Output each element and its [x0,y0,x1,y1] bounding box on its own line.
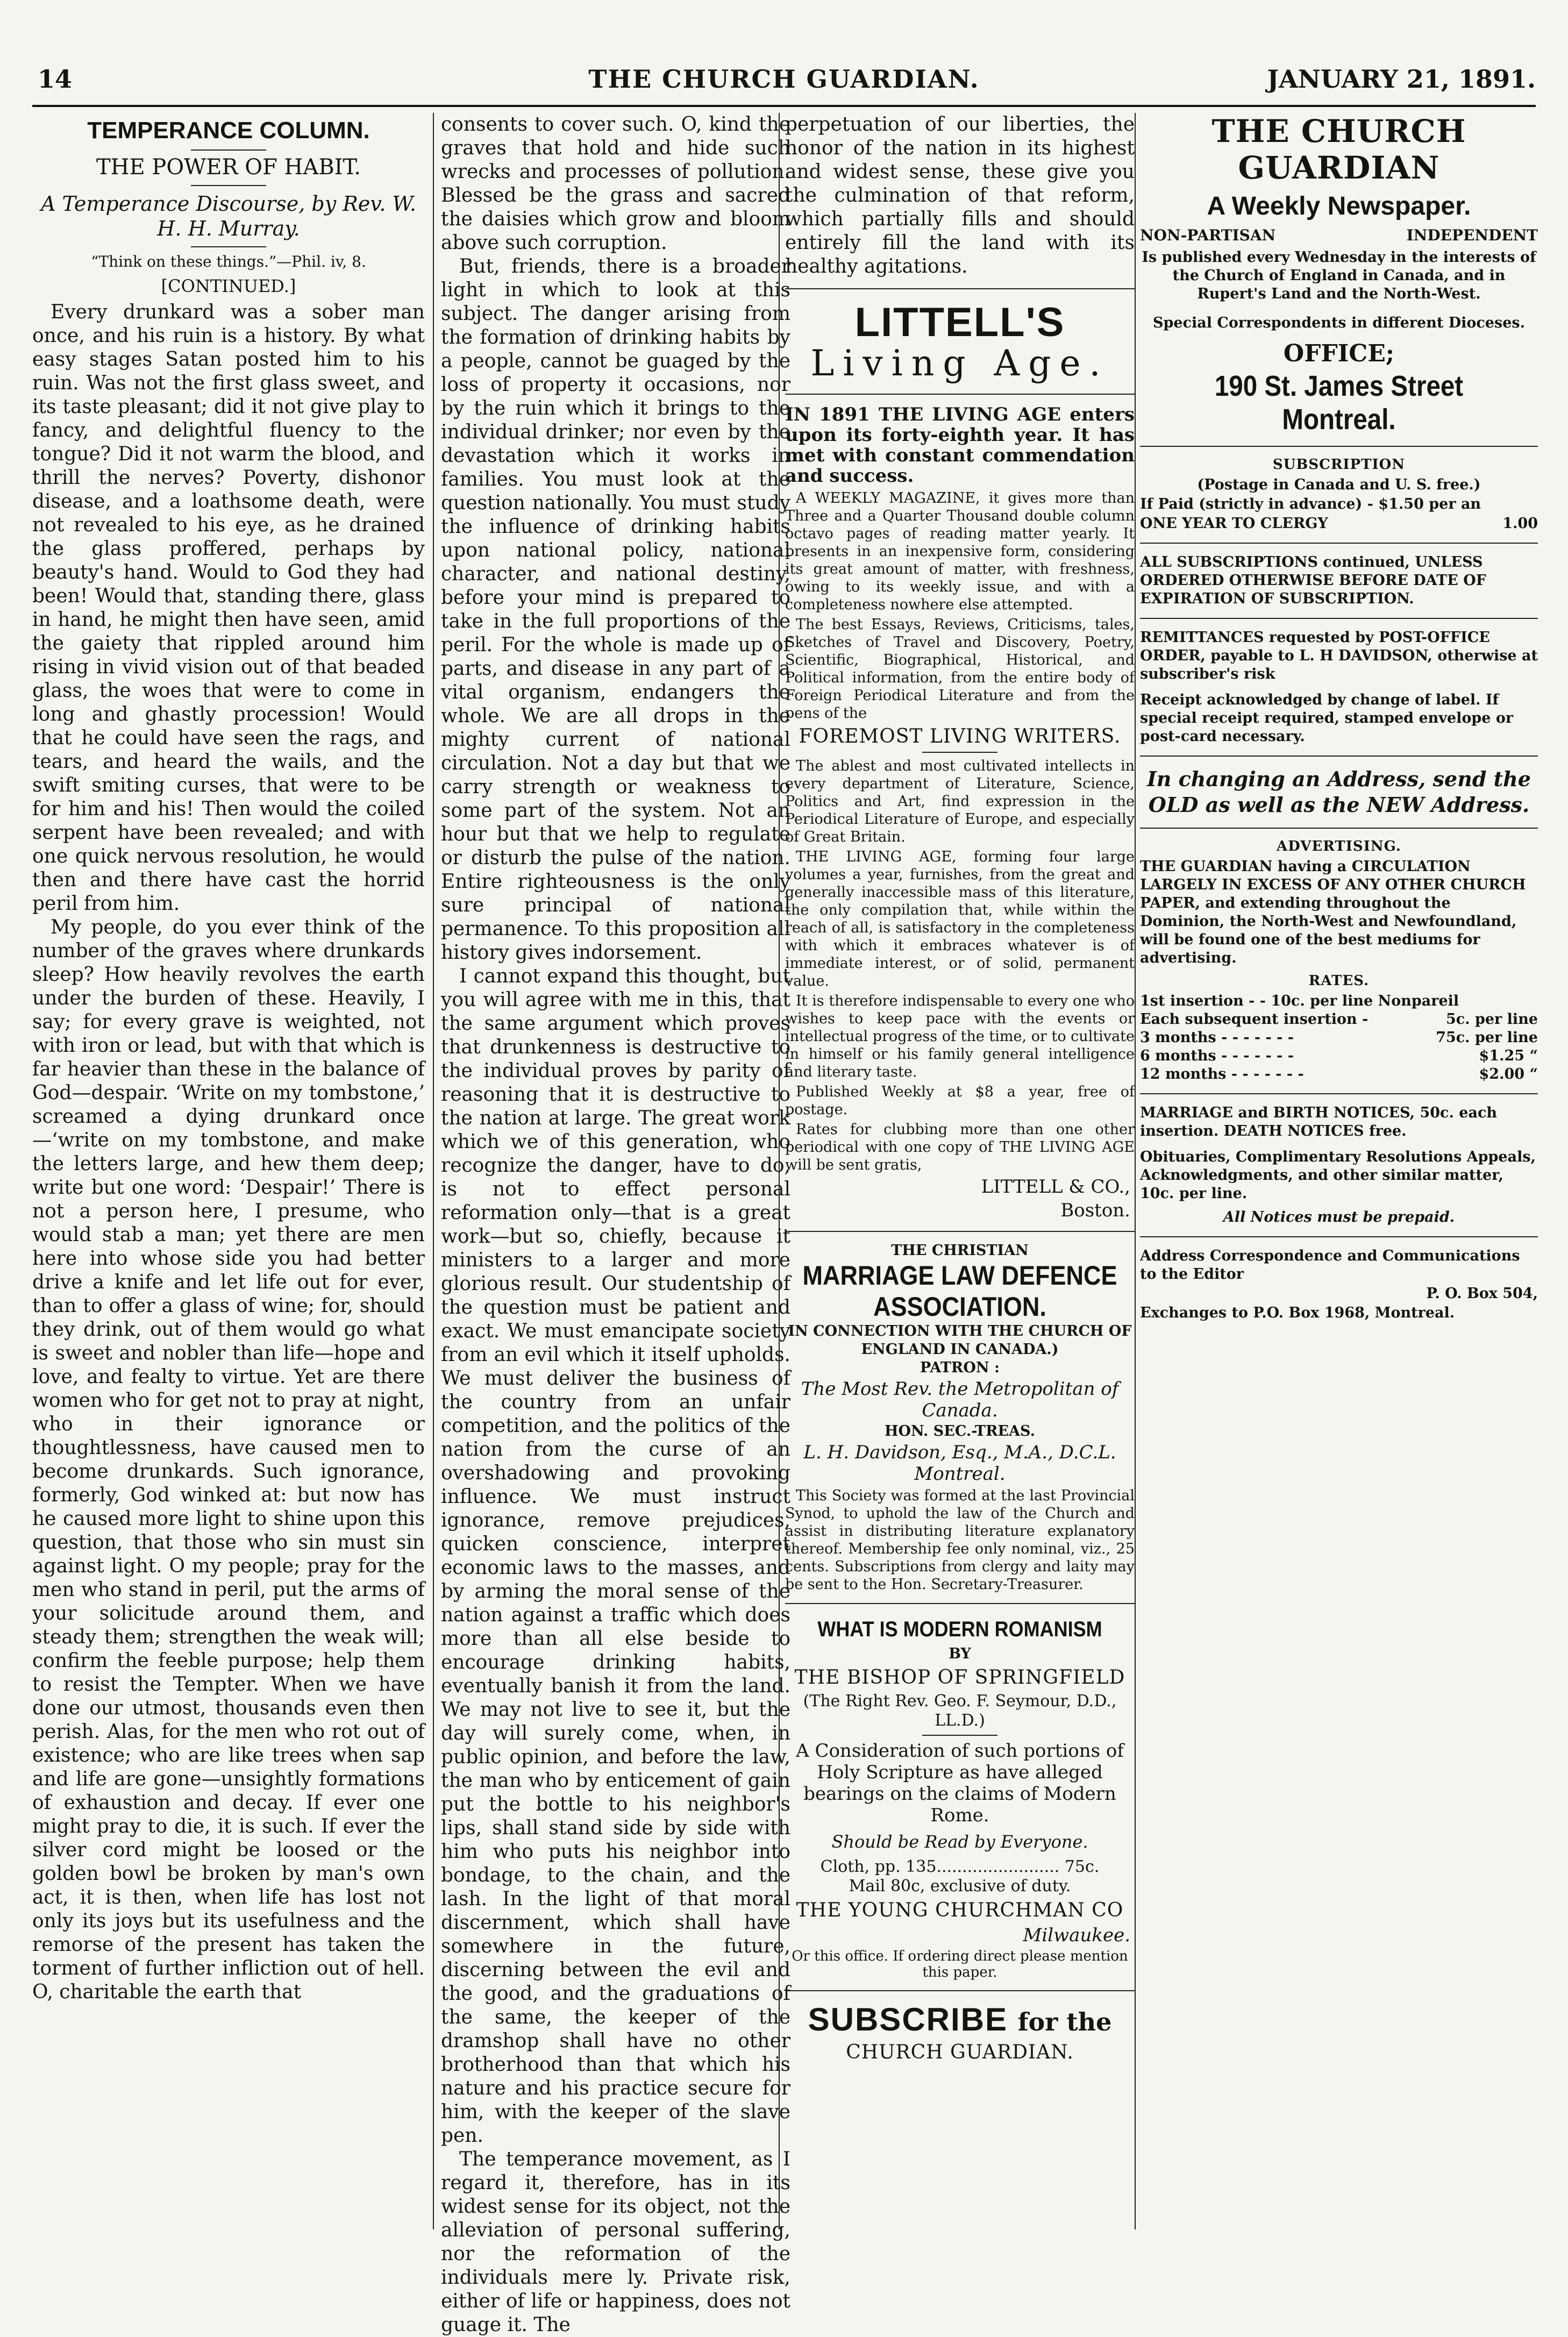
clergy-rate-label: ONE YEAR TO CLERGY [1140,515,1328,532]
advertising-heading: ADVERTISING. [1277,838,1401,854]
prepaid-note: All Notices must be prepaid. [1223,1209,1455,1226]
littell-text: Rates for clubbing more than one other periodical with one copy of THE LIVING AGE will be sent gratis, [785,1121,1135,1173]
address-note: Address Correspondence and Communications to the Editor [1140,1248,1520,1282]
paid-rate: If Paid (strictly in advance) - $1.50 per an [1140,496,1481,512]
romanism-recommendation: Should be Read by Everyone. [831,1832,1088,1852]
patron-name: The Most Rev. the Metropolitan of Canada. [801,1378,1119,1421]
article-paragraph: consents to cover such. O, kind the graves that hold and hide such wrecks and processes of pollution. Blessed be the grass and sacred the daisies which grow and bloom above such corruption. [441,113,790,254]
office-address: 190 St. James Street Montreal. [1214,370,1464,436]
page-number: 14 [38,65,73,94]
littell-foremost: FOREMOST LIVING WRITERS. [799,725,1121,747]
romanism-description: A Consideration of such portions of Holy Scripture as have alleged bearings on the claims of Modern Rome. [796,1740,1124,1826]
article-title: THE POWER OF HABIT. [96,155,361,180]
rate-price: 75c. per line [1436,1029,1538,1046]
romanism-publisher: THE YOUNG CHURCHMAN CO [796,1899,1124,1921]
divider [191,185,266,186]
romanism-title: WHAT IS MODERN ROMANISM [817,1618,1102,1641]
secretary-name: L. H. Davidson, Esq., M.A., D.C.L. Montreal. [803,1442,1116,1485]
littell-publisher: LITTELL & CO., [981,1176,1130,1198]
continued-note: ALL SUBSCRIPTIONS continued, UNLESS ORDERED OTHERWISE BEFORE DATE OF EXPIRATION OF SUBSCRIPTION. [1140,554,1486,607]
romanism-city: Milwaukee. [1023,1925,1130,1946]
subscription-heading: SUBSCRIPTION [1272,457,1406,473]
rate-label: 3 months - - - - - - - [1140,1029,1294,1046]
rate-label: Each subsequent insertion - [1140,1011,1369,1028]
romanism-order: Or this office. If ordering direct please mention this paper. [792,1948,1128,1980]
rate-label: 6 months - - - - - - - [1140,1048,1294,1064]
rates-table [1140,992,1538,1084]
column-temperance [32,113,425,2246]
masthead-title: THE CHURCH GUARDIAN [1211,113,1466,186]
littell-text: THE LIVING AGE, forming four large volumes a year, furnishes, from the great and generally inaccessible mass of this literature, the only compilation that, while within the reach of all, is satisfactory in the completeness with which it embraces whatever is of immediate interest, or of solid, permanent value. [785,849,1135,989]
subscribe-for: for the [1017,2007,1112,2036]
issue-date: JANUARY 21, 1891. [1267,65,1536,94]
article-paragraph: Every drunkard was a sober man once, and his ruin is a history. By what easy stages Satan posted him to his ruin. Was not the first glass sweet, and its taste pleasant; did it not give play to fancy, and delightful fluency to the tongue? Did it not warm the blood, and thrill the nerves? Poverty, dishonor disease, and a loathsome death, were not revealed to his eye, as he drained the glass proffered, perhaps by beauty's hand. Would to God they had been! Would that, standing there, glass in hand, he might then have seen, amid the gaiety that rippled around him rising in vivid vision out of that beaded glass, the woes that were to come in long and ghastly procession! Would that he could have seen the rags, and tears, and heard the wails, and the swift smiting curses, that were to be for him and his! Then would the coiled serpent have been revealed; and with one quick nervous resolution, he would then and there have cast the horrid peril from him. [32,301,425,915]
divider [1140,446,1538,447]
littell-advertisement [785,299,1135,384]
romanism-author-detail: (The Right Rev. Geo. F. Seymour, D.D., LL.D.) [803,1692,1117,1730]
independent-tag: INDEPENDENT [1406,226,1538,244]
littell-text: A WEEKLY MAGAZINE, it gives more than Three and a Quarter Thousand double column octavo pages of reading matter yearly. It presents in an inexpensive form, considering its great amount of matter, with freshness, owing to its weekly issue, and with a completeness nowhere else attempted. [785,490,1135,613]
living-age-title: Living Age. [810,343,1109,384]
littell-name: LITTELL'S [854,300,1065,345]
divider [1140,828,1538,829]
divider [785,288,1135,289]
column-divider [1135,113,1136,2229]
rate-row [1140,1029,1538,1047]
marriage-title-2: ASSOCIATION. [873,1292,1046,1322]
subscribe-word: SUBSCRIBE [808,2001,1008,2037]
rate-row [1140,1010,1538,1029]
romanism-price: Cloth, pp. 135........................ 75c. [820,1857,1100,1876]
secretary-label: HON. SEC.-TREAS. [884,1423,1035,1440]
romanism-by: BY [949,1645,971,1662]
rate-label: 1st insertion - - 10c. per line Nonpareil [1140,993,1459,1009]
littell-city: Boston. [1060,1200,1130,1221]
masthead-subtitle: A Weekly Newspaper. [1207,192,1471,220]
obituaries-note: Obituaries, Complimentary Resolutions Appeals, Acknowledgments, and other similar matter, 10c. per line. [1140,1149,1536,1202]
column-divider [433,113,434,2229]
continued-label: [CONTINUED.] [161,276,296,296]
divider [1140,543,1538,544]
littell-text: The ablest and most cultivated intellects in every department of Literature, Science, Politics and Art, find expression in the Periodical Literature of Europe, and especially of Great Britain. [785,758,1135,845]
remittances-note: REMITTANCES requested by POST-OFFICE ORDER, payable to L. H DAVIDSON, otherwise at subscriber's risk [1140,629,1538,682]
rate-row [1140,992,1538,1010]
romanism-author: THE BISHOP OF SPRINGFIELD [794,1666,1125,1688]
divider [1140,1093,1538,1094]
littell-lead: IN 1891 THE LIVING AGE enters upon its forty-eighth year. It has met with constant commendation and success. [785,404,1135,487]
section-title: TEMPERANCE COLUMN. [87,117,370,144]
marriage-connection: IN CONNECTION WITH THE CHURCH OF ENGLAND IN CANADA.) [788,1323,1132,1358]
marriage-notices-note: MARRIAGE and BIRTH NOTICES, 50c. each insertion. DEATH NOTICES free. [1140,1105,1498,1139]
patron-label: PATRON : [920,1359,1000,1376]
divider [1140,1236,1538,1237]
office-label: OFFICE; [1283,340,1395,367]
epigraph: “Think on these things.”—Phil. iv, 8. [91,253,366,270]
marriage-text: This Society was formed at the last Provincial Synod, to uphold the law of the Church and assist in distributing literature explanatory thereof. Membership fee only nominal, viz., 25 cents. Subscriptions from clergy and laity may be sent to the Hon. Secretary-Treasurer. [785,1487,1135,1593]
divider [1140,618,1538,619]
divider [922,1735,997,1736]
littell-text: It is therefore indispensable to every one who wishes to keep pace with the events or intellectual progress of the time, or to cultivate in himself or his family general intelligence and literary taste. [785,993,1135,1080]
divider [191,149,266,151]
divider [785,1990,1135,1991]
receipt-note: Receipt acknowledged by change of label. If special receipt required, stamped envelope or post-card necessary. [1140,692,1514,745]
article-paragraph: My people, do you ever think of the number of the graves where drunkards sleep? How heavily revolves the earth under the burden of these. Heavily, I say; for every grave is weighted, not with iron or lead, but with that which is far heavier than these in the balance of God—despair. ‘Write on my tombstone,’ screamed a dying drunkard once—‘write on my tombstone, and make the letters large, and hew them deep; write but one word: ‘Despair!’ There is not a person here, I presume, who would stab a man; yet there are men here into whose side you had better drive a knife and let life out for ever, than to offer a glass of wine; for, should they drink, out of them would go what is sweet and nobler than life—hope and love, and fealty to virtue. Yet are there women who for get not to pray at night, who in their ignorance or thoughtlessness, have caused men to become drunkards. Such ignorance, formerly, God winked at: but now has he caused more light to shine upon this question, that those who sin must sin against light. O my people; pray for the men who stand in peril, put the arms of your solicitude around them, and steady them; strengthen the weak will; confirm the feeble purpose; help them to resist the Tempter. When we have done our utmost, thousands even then perish. Alas, for the men who rot out of existence; who are like trees when sap and life are gone—unsightly formations of exhaustion and decay. If ever one might pray to die, it is such. If ever the silver cord might be loosed or the golden bowl be broken by man's own act, it is then, when life has lost not only its joys but its usefulness and the remorse of the present has taken the torment of further infliction out of hell. O, charitable the earth that [32,916,425,2003]
subscribe-banner [785,2001,1135,2038]
exchanges-note: Exchanges to P.O. Box 1968, Montreal. [1140,1305,1455,1321]
divider [785,394,1135,395]
rate-label: 12 months - - - - - - - [1140,1066,1304,1082]
article-paragraph: I cannot expand this thought, but you will agree with me in this, that the same argument which proves that drunkenness is destructive to the individual proves by parity of reasoning that it is destructive to the nation at large. The great work which we of this generation, who recognize the danger, have to do, is not to effect personal reformation only—that is a great work—but so, chiefly, because it ministers to a larger and more glorious result. Our studentship of the question must be patient and exact. We must emancipate society from an evil which it itself upholds. We must deliver the business of the country from an unfair competition, and the politics of the nation from the curse of an overshadowing and provoking influence. We must instruct ignorance, remove prejudices, quicken conscience, interpret economic laws to the masses, and by arming the moral sense of the nation against a traffic which does more than all else beside to encourage drinking habits, eventually banish it from the land. We may not live to see it, but the day will surely come, when, in public opinion, and before the law, the man who by enticement of gain put the bottle to his neighbor's lips, shall stand side by side with him who puts his neighbor into bondage, to the chain, and the lash. In the light of that moral discernment, which shall have somewhere in the future, discerning between the evil and the good, and the graduations of the same, the keeper of the dramshop shall have no other brotherhood than that which his nature and his practice secure for him, with the keeper of the slave pen. [441,965,790,2147]
published-note: Is published every Wednesday in the interests of the Church of England in Canada, and in Rupert's Land and the North-West. [1142,249,1536,302]
rate-row [1140,1047,1538,1065]
romanism-mail: Mail 80c, exclusive of duty. [849,1877,1071,1896]
column-advertisements [785,113,1135,2246]
divider [191,246,266,247]
postage-note: (Postage in Canada and U. S. free.) [1197,476,1481,493]
po-box: P. O. Box 504, [1426,1285,1538,1302]
column-masthead [1140,113,1538,2246]
marriage-title: MARRIAGE LAW DEFENCE [802,1260,1117,1291]
rates-heading: RATES. [1308,973,1370,989]
rate-price: $1.25 “ [1479,1048,1538,1064]
rate-price: $2.00 “ [1479,1066,1538,1082]
littell-text: The best Essays, Reviews, Criticisms, tales, Sketches of Travel and Discovery, Poetry, Scientific, Biographical, Historical, and Political information, from the entire body of Foreign Periodical Literature and from the pens of the [785,616,1135,722]
rate-row [1140,1065,1538,1084]
divider [922,752,997,753]
article-paragraph: The temperance movement, as I regard it, therefore, has in its widest sense for its object, not the alleviation of personal suffering, nor the reformation of the individuals mere ly. Private risk, either of life or happiness, does not guage it. The [441,2148,790,2336]
divider [785,1603,1135,1604]
correspondents-note: Special Correspondents in different Dioceses. [1153,315,1525,331]
header-rule [32,105,1536,107]
newspaper-title: THE CHURCH GUARDIAN. [588,65,980,94]
divider [785,1231,1135,1232]
article-paragraph: But, friends, there is a broader light in which to look at this subject. The danger arising from the formation of drinking habits by a people, cannot be guaged by the loss of property it occasions, nor by the ruin which it brings to the individual drinker; nor even by the devastation which it works in families. You must look at the question nationally. You must study the influence of drinking habits upon national policy, national character, and national destiny, before your mind is prepared to take in the full proportions of the peril. For the whole is made up of parts, and disease in any part of a vital organism, endangers the whole. We are all drops in the mighty current of national circulation. Not a day but that we carry strength or weakness to some part of the system. Not an hour but that we help to regulate or disturb the pulse of the nation. Entire righteousness is the only sure principal of national permanence. To this proposition all history gives indorsement. [441,255,790,964]
change-address-note: In changing an Address, send the OLD as well as the NEW Address. [1147,767,1531,817]
divider [1140,756,1538,757]
page-header [32,65,1536,108]
subscribe-paper: CHURCH GUARDIAN. [846,2041,1074,2063]
rate-price: 5c. per line [1445,1011,1538,1028]
article-byline: A Temperance Discourse, by Rev. W. H. H. Murray. [40,192,417,240]
column-temperance-continued [441,113,790,2336]
littell-text: Published Weekly at $8 a year, free of postage. [785,1084,1135,1118]
clergy-rate [1140,515,1538,533]
marriage-pre: THE CHRISTIAN [891,1242,1029,1259]
nonpartisan-tag: NON-PARTISAN [1140,226,1276,244]
advertising-note: THE GUARDIAN having a CIRCULATION LARGELY IN EXCESS OF ANY OTHER CHURCH PAPER, and extending throughout the Dominion, the North-West and Newfoundland, will be found one of the best mediums for advertising. [1140,858,1526,966]
masthead-tags [1140,226,1538,244]
article-paragraph: perpetuation of our liberties, the honor of the nation in its highest and widest sense, these give you the culmination of that reform, which partially fills and should entirely fill the land with its healthy agitations. [785,113,1135,277]
clergy-rate-price: 1.00 [1502,515,1538,532]
